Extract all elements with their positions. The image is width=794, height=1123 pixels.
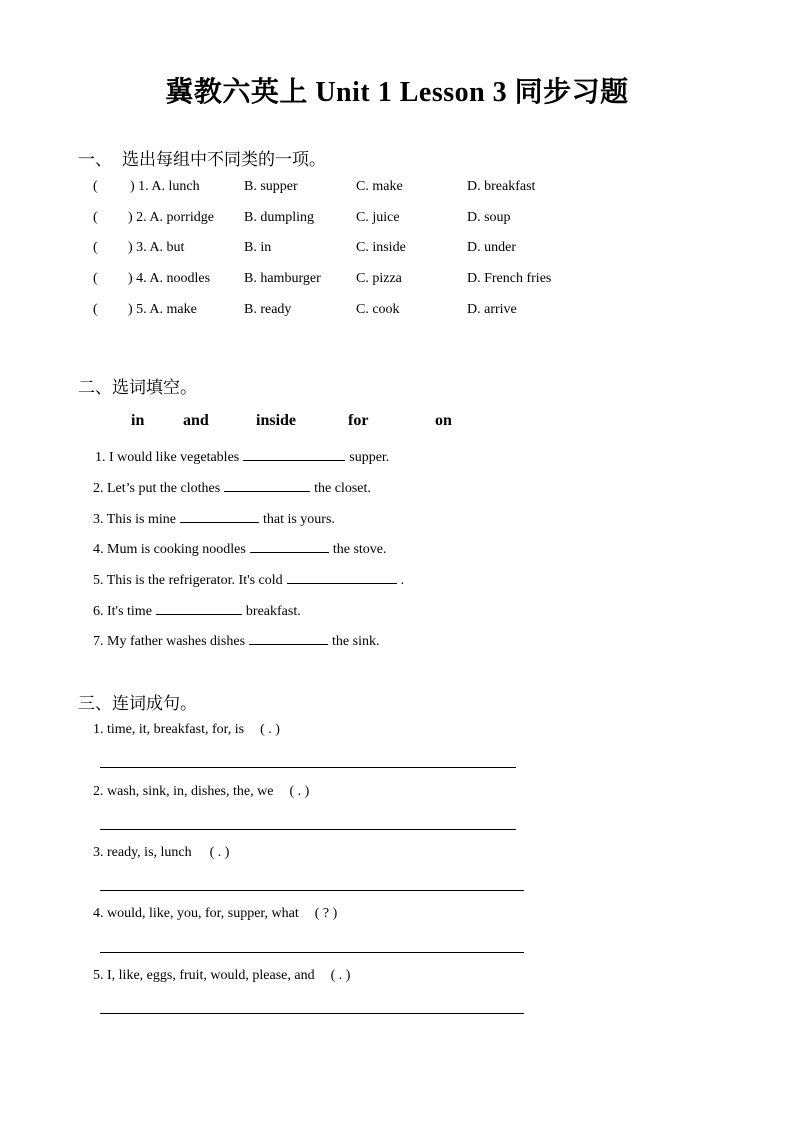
question-text: 1. I would like vegetables (95, 450, 240, 465)
s1-question-2 (0, 210, 794, 234)
option-a: ) 1. A. lunch (130, 179, 200, 194)
scrambled-words: 1. time, it, breakfast, for, is (93, 722, 245, 737)
option-d: D. breakfast (467, 179, 536, 194)
s1-question-1 (0, 179, 794, 203)
s3-question-2 (93, 784, 309, 800)
option-d: D. soup (467, 210, 511, 225)
s2-question-4 (93, 538, 387, 558)
option-d: D. under (467, 240, 516, 255)
option-c: C. make (356, 179, 403, 194)
answer-paren[interactable]: ( (93, 210, 98, 225)
option-d: D. French fries (467, 271, 552, 286)
answer-blank[interactable] (249, 630, 328, 645)
scrambled-words: 5. I, like, eggs, fruit, would, please, and (93, 968, 315, 983)
scrambled-words: 4. would, like, you, for, supper, what (93, 906, 299, 921)
answer-blank[interactable] (243, 446, 345, 461)
option-a: ) 3. A. but (128, 240, 185, 255)
question-text: 4. Mum is cooking noodles (93, 542, 246, 557)
answer-blank[interactable] (180, 508, 259, 523)
s2-question-7 (93, 630, 379, 650)
question-text-end: . (400, 573, 405, 588)
word-bank-item: in (131, 412, 145, 429)
s1-question-5 (0, 302, 794, 326)
scrambled-words: 3. ready, is, lunch (93, 845, 192, 860)
s2-question-1 (95, 446, 389, 466)
option-b: B. dumpling (244, 210, 315, 225)
question-text-end: the closet. (314, 481, 371, 496)
question-text-end: supper. (349, 450, 390, 465)
punctuation-hint: ( . ) (260, 722, 280, 737)
section2-heading: 二、选词填空。 (78, 378, 197, 397)
answer-blank[interactable] (156, 600, 242, 615)
s3-question-1 (93, 722, 280, 738)
question-text: 7. My father washes dishes (93, 634, 246, 649)
question-text-end: that is yours. (262, 512, 335, 527)
option-d: D. arrive (467, 302, 517, 317)
question-text: 3. This is mine (93, 512, 176, 527)
option-b: B. hamburger (244, 271, 321, 286)
section1-heading (78, 145, 326, 170)
word-bank-item: for (348, 412, 369, 429)
word-bank-item: and (183, 412, 209, 429)
s3-question-3 (93, 845, 229, 861)
s1-question-3 (0, 240, 794, 264)
option-a: ) 2. A. porridge (128, 210, 214, 225)
option-b: B. supper (244, 179, 298, 194)
option-a: ) 5. A. make (128, 302, 197, 317)
option-b: B. ready (244, 302, 292, 317)
answer-line[interactable] (100, 829, 516, 830)
s3-question-4 (93, 906, 337, 922)
option-c: C. juice (356, 210, 400, 225)
punctuation-hint: ( . ) (330, 968, 351, 983)
answer-blank[interactable] (287, 569, 397, 584)
answer-line[interactable] (100, 1013, 524, 1014)
s2-question-2 (93, 477, 371, 497)
word-bank-item: inside (256, 412, 297, 429)
question-text: 2. Let’s put the clothes (93, 481, 221, 496)
section1-title: 选出每组中不同类的一项。 (122, 150, 326, 169)
answer-line[interactable] (100, 890, 524, 891)
answer-line[interactable] (100, 952, 524, 953)
page-title: 冀教六英上 Unit 1 Lesson 3 同步习题 (165, 77, 629, 108)
section1-number: 一、 (78, 150, 112, 169)
option-b: B. in (244, 240, 272, 255)
question-text: 5. This is the refrigerator. It's cold (93, 573, 283, 588)
word-bank-item: on (435, 412, 452, 429)
scrambled-words: 2. wash, sink, in, dishes, the, we (93, 784, 274, 799)
answer-paren[interactable]: ( (93, 302, 98, 317)
punctuation-hint: ( ? ) (314, 906, 338, 921)
answer-line[interactable] (100, 767, 516, 768)
s1-question-4 (0, 271, 794, 295)
s2-question-3 (93, 508, 335, 528)
section3-heading: 三、连词成句。 (78, 694, 197, 713)
punctuation-hint: ( . ) (289, 784, 310, 799)
option-c: C. inside (356, 240, 406, 255)
question-text-end: the sink. (332, 634, 380, 649)
option-c: C. cook (356, 302, 400, 317)
answer-paren[interactable]: ( (93, 179, 98, 194)
answer-blank[interactable] (224, 477, 310, 492)
answer-paren[interactable]: ( (93, 271, 98, 286)
question-text: 6. It's time (93, 604, 152, 619)
option-c: C. pizza (356, 271, 402, 286)
answer-paren[interactable]: ( (93, 240, 98, 255)
question-text-end: breakfast. (245, 604, 301, 619)
option-a: ) 4. A. noodles (128, 271, 211, 286)
question-text-end: the stove. (332, 542, 387, 557)
answer-blank[interactable] (250, 538, 329, 553)
s2-question-5 (93, 569, 404, 589)
s3-question-5 (93, 968, 350, 984)
punctuation-hint: ( . ) (209, 845, 230, 860)
s2-question-6 (93, 600, 301, 620)
